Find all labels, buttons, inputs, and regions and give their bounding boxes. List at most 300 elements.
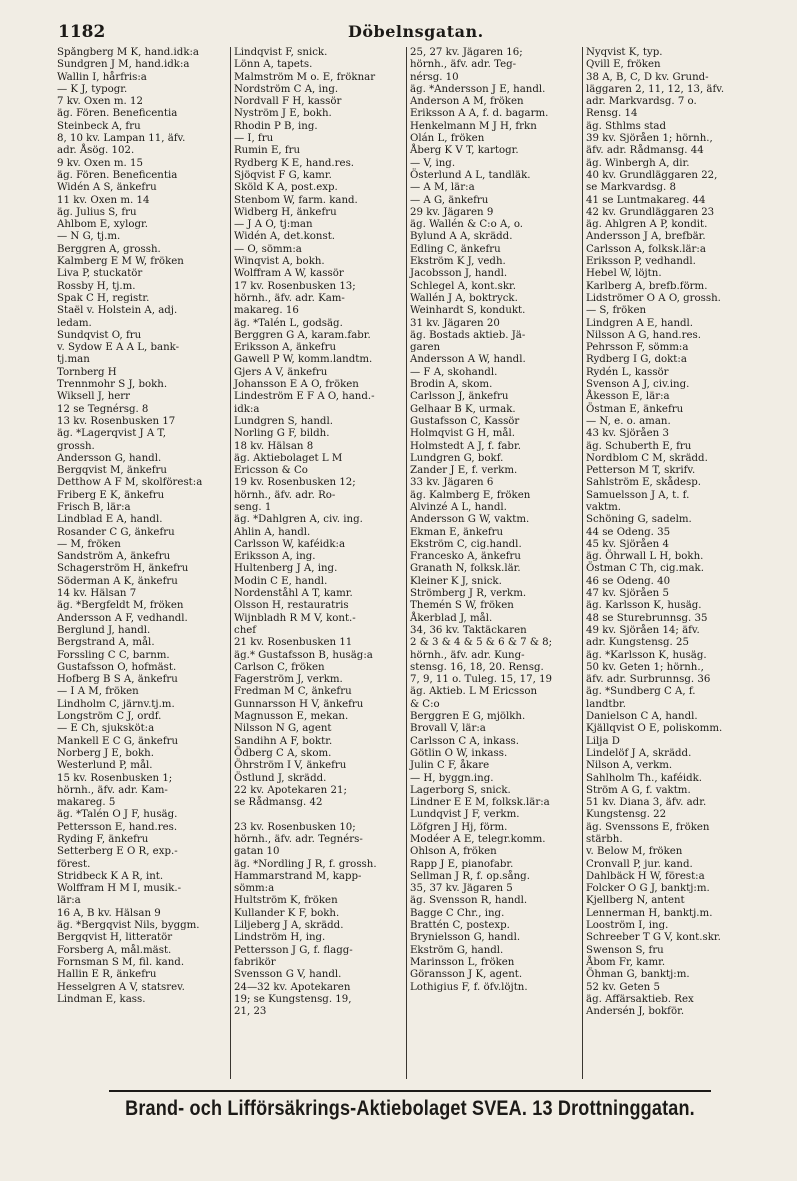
directory-entry: 21 kv. Rosenbusken 11: [234, 637, 353, 649]
directory-entry: Bergqvist H, litteratör: [57, 932, 173, 944]
directory-entry: idk:a: [234, 403, 260, 415]
directory-entry: nérsg. 10: [410, 71, 459, 83]
directory-entry: 11 kv. Oxen m. 14: [57, 194, 150, 206]
directory-entry: Olán L, fröken: [410, 133, 485, 145]
directory-entry: 42 kv. Grundläggaren 23: [586, 206, 715, 218]
directory-entry: äg. Svensson R, handl.: [410, 895, 528, 907]
directory-entry: fabrikör: [234, 956, 276, 968]
directory-entry: Schreeber T G V, kont.skr.: [586, 932, 721, 944]
directory-entry: Modéer A E, telegr.komm.: [410, 834, 546, 845]
directory-entry: Nordström C A, ing.: [234, 83, 339, 95]
directory-entry: Stenbom W, farm. kand.: [234, 194, 358, 206]
directory-entry: äg. *Talén L, godsäg.: [234, 317, 343, 329]
directory-entry: äg. *Karlsson K, husäg.: [586, 649, 707, 661]
directory-entry: Gawell P W, komm.landtm.: [234, 354, 373, 366]
directory-entry: Sahlström E, skådesp.: [586, 477, 702, 489]
directory-entry: Ekström K J, vedh.: [410, 256, 506, 268]
directory-entry: Brovall V, lär:a: [410, 723, 486, 735]
directory-entry: 35, 37 kv. Jägaren 5: [410, 883, 513, 895]
directory-entry: Andersson A F, vedhandl.: [57, 612, 188, 624]
directory-entry: hörnh., äfv. adr. Teg-: [410, 59, 517, 71]
directory-entry: Lothigius F, f. öfv.löjtn.: [410, 981, 528, 993]
directory-entry: Gustafsson C, Kassör: [410, 415, 520, 427]
directory-entry: Ryding F, änkefru: [57, 834, 149, 845]
directory-entry: Rensg. 14: [586, 108, 638, 120]
directory-entry: adr. Kungstensg. 25: [586, 637, 689, 649]
directory-columns: [54, 47, 760, 1079]
page-title: Döbelnsgatan.: [348, 22, 484, 41]
directory-entry: Berggren A, grossh.: [57, 243, 161, 255]
directory-entry: Östman C Th, cig.mak.: [586, 563, 704, 575]
directory-entry: äg. Kalmberg E, fröken: [410, 489, 531, 501]
directory-entry: Åkerblad J, mål.: [410, 612, 493, 624]
directory-entry: förest.: [57, 858, 91, 870]
directory-entry: Samuelsson J A, t. f.: [586, 489, 690, 501]
directory-entry: Lilja D: [586, 735, 620, 747]
directory-entry: Eriksson P, vedhandl.: [586, 256, 696, 268]
directory-entry: Kullander K F, bokh.: [234, 907, 340, 919]
directory-entry: Karlberg A, brefb.förm.: [586, 280, 708, 292]
directory-entry: 50 kv. Geten 1; hörnh.,: [586, 661, 704, 673]
directory-entry: Francesko A, änkefru: [410, 551, 521, 563]
directory-entry: Sundgren J M, hand.idk:a: [57, 59, 190, 71]
directory-entry: Fagerström J, verkm.: [234, 674, 343, 686]
directory-entry: Looström I, ing.: [586, 920, 669, 932]
directory-entry: Kungstensg. 22: [586, 809, 667, 821]
directory-entry: Kjällqvist O E, poliskomm.: [586, 723, 723, 735]
directory-entry: Lundgren S, handl.: [234, 415, 333, 427]
directory-entry: Svensson G V, handl.: [234, 969, 342, 981]
directory-entry: Gustafsson O, hofmäst.: [57, 661, 177, 673]
directory-entry: Åbom Fr, kamr.: [586, 956, 666, 968]
directory-entry: Lindgren A E, handl.: [586, 317, 694, 329]
directory-entry: 51 kv. Diana 3, äfv. adr.: [586, 797, 707, 809]
directory-entry: 25, 27 kv. Jägaren 16;: [410, 47, 523, 58]
directory-column-1: [54, 47, 230, 1079]
directory-entry: äg. Schuberth E, fru: [586, 440, 692, 452]
directory-entry: Sandström A, änkefru: [57, 551, 171, 563]
directory-entry: Carlsson C A, inkass.: [410, 735, 520, 747]
directory-entry: Staël v. Holstein A, adj.: [57, 305, 178, 317]
directory-entry: Stridbeck K A R, int.: [57, 870, 164, 882]
directory-entry: — N G, tj.m.: [57, 231, 121, 243]
directory-entry: Lindner E E M, folksk.lär:a: [410, 797, 550, 809]
directory-entry: Lennerman H, banktj.m.: [586, 907, 713, 919]
directory-entry: chef: [234, 624, 257, 636]
directory-entry: 7 kv. Oxen m. 12: [57, 96, 143, 108]
directory-entry: Österlund A L, tandläk.: [410, 169, 531, 181]
directory-entry: Ahlin A, handl.: [234, 526, 311, 538]
directory-entry: 39 kv. Sjöråen 1; hörnh.,: [586, 133, 713, 145]
directory-entry: 19; se Kungstensg. 19,: [234, 993, 352, 1005]
directory-entry: seng. 1: [234, 501, 272, 513]
directory-entry: Ekström C, cig.handl.: [410, 538, 522, 550]
page-header: [58, 22, 758, 44]
directory-entry: lär:a: [57, 895, 81, 907]
directory-entry: Nordvall F H, kassör: [234, 96, 342, 108]
directory-entry: Mankell E C G, änkefru: [57, 735, 179, 747]
directory-entry: — H, byggn.ing.: [410, 772, 494, 784]
directory-entry: Öhrström I V, änkefru: [234, 760, 347, 772]
directory-entry: vaktm.: [586, 501, 621, 513]
directory-entry: Gunnarsson H V, änkefru: [234, 698, 364, 710]
directory-entry: Detthow A F M, skolförest:a: [57, 477, 203, 489]
directory-entry: — A M, lär:a: [410, 182, 475, 194]
directory-entry: Lidströmer O A O, grossh.: [586, 292, 721, 304]
directory-entry: Liva P, stuckatör: [57, 268, 143, 280]
directory-entry: gatan 10: [234, 846, 280, 858]
directory-entry: Alvinzé A L, handl.: [410, 501, 507, 513]
directory-entry: Ström A G, f. vaktm.: [586, 784, 691, 796]
directory-entry: Widén A, det.konst.: [234, 231, 336, 243]
directory-entry: Svenson A J, civ.ing.: [586, 379, 690, 391]
directory-entry: Norling G F, bildh.: [234, 428, 330, 440]
directory-entry: Schlegel A, kont.skr.: [410, 280, 517, 292]
directory-entry: Holmstedt A J, f. fabr.: [410, 440, 521, 452]
directory-entry: Weinhardt S, kondukt.: [410, 305, 526, 317]
directory-entry: Marinsson L, fröken: [410, 956, 515, 968]
directory-entry: Winqvist A, bokh.: [234, 256, 325, 268]
directory-entry: Magnusson E, mekan.: [234, 711, 349, 723]
directory-entry: Folcker O G J, banktj:m.: [586, 883, 710, 895]
directory-entry: 15 kv. Rosenbusken 1;: [57, 772, 173, 784]
directory-entry: hörnh., äfv. adr. Kam-: [234, 292, 345, 304]
directory-entry: Hammarstrand M, kapp-: [234, 870, 362, 882]
directory-entry: Setterberg E O R, exp.-: [57, 846, 178, 858]
directory-entry: Wijnbladh R M V, kont.-: [234, 612, 356, 624]
directory-entry: Julin C F, åkare: [410, 760, 490, 772]
directory-entry: Carlson C, fröken: [234, 661, 325, 673]
directory-entry: Ericsson & Co: [234, 465, 308, 477]
directory-entry: Berggren E G, mjölkh.: [410, 711, 526, 723]
directory-entry: Lagerborg S, snick.: [410, 784, 511, 796]
directory-entry: Nilson A, verkm.: [586, 760, 673, 772]
directory-entry: Brynielsson G, handl.: [410, 932, 521, 944]
directory-entry: Granath N, folksk.lär.: [410, 563, 521, 575]
directory-entry: Östman E, änkefru: [586, 403, 684, 415]
directory-entry: Zander J E, f. verkm.: [410, 465, 518, 477]
directory-entry: Pettersson E, hand.res.: [57, 821, 178, 833]
directory-entry: Sundqvist O, fru: [57, 329, 142, 341]
directory-entry: — S, fröken: [586, 305, 647, 317]
directory-entry: hörnh., äfv. adr. Kam-: [57, 784, 168, 796]
directory-entry: Rossby H, tj.m.: [57, 280, 136, 292]
directory-entry: 19 kv. Rosenbusken 12;: [234, 477, 356, 489]
directory-entry: Östlund J, skrädd.: [234, 772, 327, 784]
directory-entry: sömm:a: [234, 883, 275, 895]
directory-entry: Steinbeck A, fru: [57, 120, 141, 132]
directory-entry: Malmström M o. E, fröknar: [234, 71, 376, 83]
directory-entry: Wallin I, hårfris:a: [57, 71, 147, 83]
directory-entry: Hofberg B S A, änkefru: [57, 674, 178, 686]
directory-entry: Öhman G, banktj:m.: [586, 969, 690, 981]
directory-entry: Bergstrand A, mål.: [57, 637, 155, 649]
directory-entry: Götlin O W, inkass.: [410, 747, 508, 759]
directory-entry: Schagerström H, änkefru: [57, 563, 189, 575]
directory-entry: landtbr.: [586, 698, 627, 710]
directory-entry: äg. *Dahlgren A, civ. ing.: [234, 514, 363, 526]
directory-entry: 29 kv. Jägaren 9: [410, 206, 494, 218]
directory-entry: Lönn A, tapets.: [234, 59, 313, 71]
directory-entry: 12 se Tegnérsg. 8: [57, 403, 149, 415]
directory-entry: Ödberg C A, skom.: [234, 747, 332, 759]
directory-entry: makareg. 16: [234, 305, 299, 317]
directory-entry: — E Ch, sjuksköt:a: [57, 723, 155, 735]
directory-entry: 14 kv. Hälsan 7: [57, 588, 137, 600]
directory-entry: 45 kv. Sjöråen 4: [586, 538, 669, 550]
directory-entry: äg. Fören. Beneficentia: [57, 108, 178, 120]
directory-entry: äg. Sthlms stad: [586, 120, 667, 132]
directory-entry: Nyqvist K, typ.: [586, 47, 663, 58]
directory-entry: äg. *Bergqvist Nils, byggm.: [57, 920, 200, 932]
directory-entry: Sahlholm Th., kaféidk.: [586, 772, 703, 784]
directory-entry: Berggren G A, karam.fabr.: [234, 329, 371, 341]
directory-entry: Carlsson J, änkefru: [410, 391, 509, 403]
directory-entry: 24—32 kv. Apotekaren: [234, 981, 351, 993]
directory-entry: Gelhaar B K, urmak.: [410, 403, 516, 415]
directory-entry: Anderson A M, fröken: [410, 96, 524, 108]
directory-entry: Kjellberg N, antent: [586, 895, 685, 907]
directory-entry: Löfgren J Hj, förm.: [410, 821, 508, 833]
directory-entry: Wolffram H M I, musik.-: [57, 883, 182, 895]
directory-entry: Hultström K, fröken: [234, 895, 338, 907]
directory-entry: Eriksson A, änkefru: [234, 342, 336, 354]
directory-entry: Fredman M C, änkefru: [234, 686, 352, 698]
directory-entry: Berglund J, handl.: [57, 624, 151, 636]
directory-entry: — J A O, tj:man: [234, 219, 313, 231]
directory-entry: Lindqvist F, snick.: [234, 47, 328, 58]
directory-entry: Swenson S, fru: [586, 944, 664, 956]
directory-entry: äg. Winbergh A, dir.: [586, 157, 690, 169]
directory-entry: äg. *Talén O J F, husäg.: [57, 809, 178, 821]
directory-entry: 7, 9, 11 o. Tuleg. 15, 17, 19: [410, 674, 553, 686]
directory-entry: grossh.: [57, 440, 95, 452]
directory-entry: hörnh., äfv. adr. Ro-: [234, 489, 336, 501]
directory-entry: Strömberg J R, verkm.: [410, 588, 527, 600]
directory-entry: Rhodin P B, ing.: [234, 120, 318, 132]
directory-entry: 18 kv. Hälsan 8: [234, 440, 314, 452]
directory-entry: Holmqvist G H, mål.: [410, 428, 515, 440]
directory-entry: Eriksson A, ing.: [234, 551, 316, 563]
directory-entry: Andersén J, bokför.: [586, 1006, 685, 1018]
directory-entry: 43 kv. Sjöråen 3: [586, 428, 669, 440]
directory-entry: Spångberg M K, hand.idk:a: [57, 47, 200, 58]
directory-entry: 21, 23: [234, 1006, 267, 1018]
directory-entry: Norberg J E, bokh.: [57, 747, 154, 759]
directory-entry: Hallin E R, änkefru: [57, 969, 157, 981]
directory-entry: Fornsman S M, fil. kand.: [57, 956, 185, 968]
directory-entry: Rosander C G, änkefru: [57, 526, 175, 538]
directory-entry: Westerlund P, mål.: [57, 760, 153, 772]
directory-entry: 16 A, B kv. Hälsan 9: [57, 907, 161, 919]
directory-entry: Lundqvist J F, verkm.: [410, 809, 520, 821]
directory-entry: Åkesson E, lär:a: [586, 391, 670, 403]
directory-entry: Kleiner K J, snick.: [410, 575, 502, 587]
directory-entry: ledam.: [57, 317, 92, 329]
directory-entry: 8, 10 kv. Lampan 11, äfv.: [57, 133, 186, 145]
directory-entry: se Markvardsg. 8: [586, 182, 676, 194]
directory-entry: äg. Karlsson K, husäg.: [586, 600, 702, 612]
directory-entry: Nilsson N G, agent: [234, 723, 332, 735]
directory-entry: — F A, skohandl.: [410, 366, 498, 378]
directory-entry: 38 A, B, C, D kv. Grund-: [586, 71, 709, 83]
directory-entry: 52 kv. Geten 5: [586, 981, 660, 993]
directory-entry: äg. *Sundberg C A, f.: [586, 686, 696, 698]
directory-entry: Carlsson W, kaféidk:a: [234, 538, 346, 550]
directory-entry: Andersson J A, brefbär.: [586, 231, 706, 243]
directory-entry: 2 & 3 & 4 & 5 & 6 & 7 & 8;: [410, 637, 553, 649]
directory-entry: 9 kv. Oxen m. 15: [57, 157, 143, 169]
directory-entry: adr. Markvardsg. 7 o.: [586, 96, 697, 108]
directory-entry: Lundgren G, bokf.: [410, 452, 504, 464]
directory-entry: 46 se Odeng. 40: [586, 575, 671, 587]
directory-entry: äg. Wallén & C:o A, o.: [410, 219, 524, 231]
directory-entry: Qvill E, fröken: [586, 59, 661, 71]
directory-entry: — M, fröken: [57, 538, 121, 550]
directory-entry: 44 se Odeng. 35: [586, 526, 671, 538]
directory-entry: — V, ing.: [410, 157, 456, 169]
directory-entry: 23 kv. Rosenbusken 10;: [234, 821, 356, 833]
directory-entry: Bergqvist M, änkefru: [57, 465, 167, 477]
directory-entry: — O, sömm:a: [234, 243, 302, 255]
directory-entry: Pehrsson F, sömm:a: [586, 342, 689, 354]
directory-entry: tj.man: [57, 354, 90, 366]
directory-entry: 13 kv. Rosenbusken 17: [57, 415, 176, 427]
directory-entry: Spak C H, registr.: [57, 292, 150, 304]
directory-entry: Sköld K A, post.exp.: [234, 182, 338, 194]
directory-entry: & C:o: [410, 698, 440, 710]
directory-entry: 48 se Sturebrunnsg. 35: [586, 612, 708, 624]
directory-entry: 40 kv. Grundläggaren 22,: [586, 169, 718, 181]
directory-entry: v. Below M, fröken: [586, 846, 683, 858]
directory-entry: Sellman J R, f. op.sång.: [410, 870, 530, 882]
directory-entry: äg. Affärsaktieb. Rex: [586, 993, 694, 1005]
directory-entry: Ohlson A, fröken: [410, 846, 497, 858]
directory-entry: Eriksson A A, f. d. bagarm.: [410, 108, 549, 120]
directory-entry: hörnh., äfv. adr. Tegnérs-: [234, 834, 363, 845]
directory-entry: Nilsson A G, hand.res.: [586, 329, 701, 341]
directory-entry: 34, 36 kv. Taktäckaren: [410, 624, 527, 636]
directory-entry: Widén A S, änkefru: [57, 182, 157, 194]
directory-entry: Ahlbom E, xylogr.: [57, 219, 149, 231]
directory-entry: Tornberg H: [57, 366, 117, 378]
directory-entry: äg. Svenssons E, fröken: [586, 821, 710, 833]
directory-entry: Wallén J A, boktryck.: [410, 292, 518, 304]
directory-entry: Pettersson J G, f. flagg-: [234, 944, 353, 956]
directory-entry: Bylund A A, skrädd.: [410, 231, 513, 243]
directory-entry: Lindholm C, järnv.tj.m.: [57, 698, 175, 710]
directory-entry: 49 kv. Sjöråen 14; äfv.: [586, 624, 700, 636]
directory-entry: Gjers A V, änkefru: [234, 366, 328, 378]
advertisement-banner: Brand- och Lifförsäkrings-Aktiebolaget SVEA. 13 Drottninggatan.: [109, 1090, 711, 1126]
directory-entry: stensg. 16, 18, 20. Rensg.: [410, 661, 544, 673]
directory-entry: Liljeberg J A, skrädd.: [234, 920, 344, 932]
directory-entry: — I, fru: [234, 133, 274, 145]
directory-entry: — K J, typogr.: [57, 83, 128, 95]
directory-entry: — I A M, fröken: [57, 686, 139, 698]
directory-entry: Söderman A K, änkefru: [57, 575, 178, 587]
directory-entry: äg. Aktieb. L M Ericsson: [410, 686, 538, 698]
directory-entry: 31 kv. Jägaren 20: [410, 317, 500, 329]
directory-entry: äg. *Andersson J E, handl.: [410, 83, 546, 95]
directory-entry: läggaren 2, 11, 12, 13, äfv.: [586, 83, 725, 95]
directory-entry: Rydberg I G, dokt:a: [586, 354, 687, 366]
directory-entry: äg. *Lagerqvist J A T,: [57, 428, 166, 440]
directory-entry: Jacobsson J, handl.: [410, 268, 508, 280]
directory-entry: Hesselgren A V, statsrev.: [57, 981, 185, 993]
directory-entry: Lindelöf J A, skrädd.: [586, 747, 692, 759]
directory-entry: v. Sydow E A A L, bank-: [57, 342, 180, 354]
directory-entry: Lindeström E F A O, hand.-: [234, 391, 375, 403]
directory-entry: Ekman E, änkefru: [410, 526, 504, 538]
directory-entry: Johansson E A O, fröken: [234, 379, 359, 391]
directory-column-2: [230, 47, 406, 1079]
directory-entry: äfv. adr. Rådmansg. 44: [586, 145, 704, 157]
directory-column-3: [406, 47, 582, 1079]
directory-entry: adr. Åsög. 102.: [57, 145, 135, 157]
directory-entry: 41 se Luntmakareg. 44: [586, 194, 706, 206]
directory-entry: äfv. adr. Surbrunnsg. 36: [586, 674, 711, 686]
directory-entry: äg. Fören. Beneficentia: [57, 169, 178, 181]
directory-entry: Frisch B, lär:a: [57, 501, 131, 513]
directory-entry: Hebel W, löjtn.: [586, 268, 662, 280]
directory-entry: Themén S W, fröken: [410, 600, 514, 612]
directory-entry: Longström C J, ordf.: [57, 711, 162, 723]
directory-entry: Hultenberg J A, ing.: [234, 563, 338, 575]
directory-entry: äg. *Bergfeldt M, fröken: [57, 600, 184, 612]
directory-entry: Rapp J E, pianofabr.: [410, 858, 514, 870]
directory-column-4: [582, 47, 758, 1079]
directory-entry: Rydberg K E, hand.res.: [234, 157, 355, 169]
directory-entry: Sjöqvist F G, kamr.: [234, 169, 332, 181]
directory-entry: — A G, änkefru: [410, 194, 489, 206]
directory-entry: Modin C E, handl.: [234, 575, 328, 587]
directory-entry: äg. Ahlgren A P, kondit.: [586, 219, 708, 231]
directory-entry: äg. Bostads aktieb. Jä-: [410, 329, 526, 341]
directory-entry: äg. Öhrwall L H, bokh.: [586, 551, 704, 563]
directory-entry: se Rådmansg. 42: [234, 797, 323, 809]
directory-entry: 17 kv. Rosenbusken 13;: [234, 280, 356, 292]
directory-entry: Edling C, änkefru: [410, 243, 501, 255]
directory-entry: 33 kv. Jägaren 6: [410, 477, 494, 489]
directory-entry: Dahlbäck H W, förest:a: [586, 870, 705, 882]
directory-entry: Göransson J K, agent.: [410, 969, 523, 981]
directory-entry: Forssling C C, barnm.: [57, 649, 170, 661]
directory-entry: Wolffram A W, kassör: [234, 268, 344, 280]
directory-entry: Brodin A, skom.: [410, 379, 493, 391]
directory-entry: Rumin E, fru: [234, 145, 301, 157]
directory-entry: Brattén C, postexp.: [410, 920, 510, 932]
directory-entry: Bagge C Chr., ing.: [410, 907, 505, 919]
directory-entry: garen: [410, 342, 441, 354]
directory-entry: Friberg E K, änkefru: [57, 489, 165, 501]
directory-entry: 22 kv. Apotekaren 21;: [234, 784, 347, 796]
directory-entry: Sandihn A F, boktr.: [234, 735, 333, 747]
directory-entry: Schöning G, sadelm.: [586, 514, 692, 526]
directory-entry: Henkelmann M J H, frkn: [410, 120, 537, 132]
directory-entry: äg. Aktiebolaget L M: [234, 452, 343, 464]
directory-entry: makareg. 5: [57, 797, 116, 809]
directory-entry: Danielson C A, handl.: [586, 711, 698, 723]
directory-entry: äg. *Nordling J R, f. grossh.: [234, 858, 377, 870]
directory-entry: Nordenståhl A T, kamr.: [234, 588, 353, 600]
directory-entry: Wiksell J, herr: [57, 391, 131, 403]
directory-entry: Ekström G, handl.: [410, 944, 504, 956]
directory-entry: Andersson A W, handl.: [410, 354, 526, 366]
directory-entry: Trennmohr S J, bokh.: [57, 379, 168, 391]
directory-entry: [234, 809, 406, 821]
directory-entry: Forsberg A, mål.mäst.: [57, 944, 172, 956]
